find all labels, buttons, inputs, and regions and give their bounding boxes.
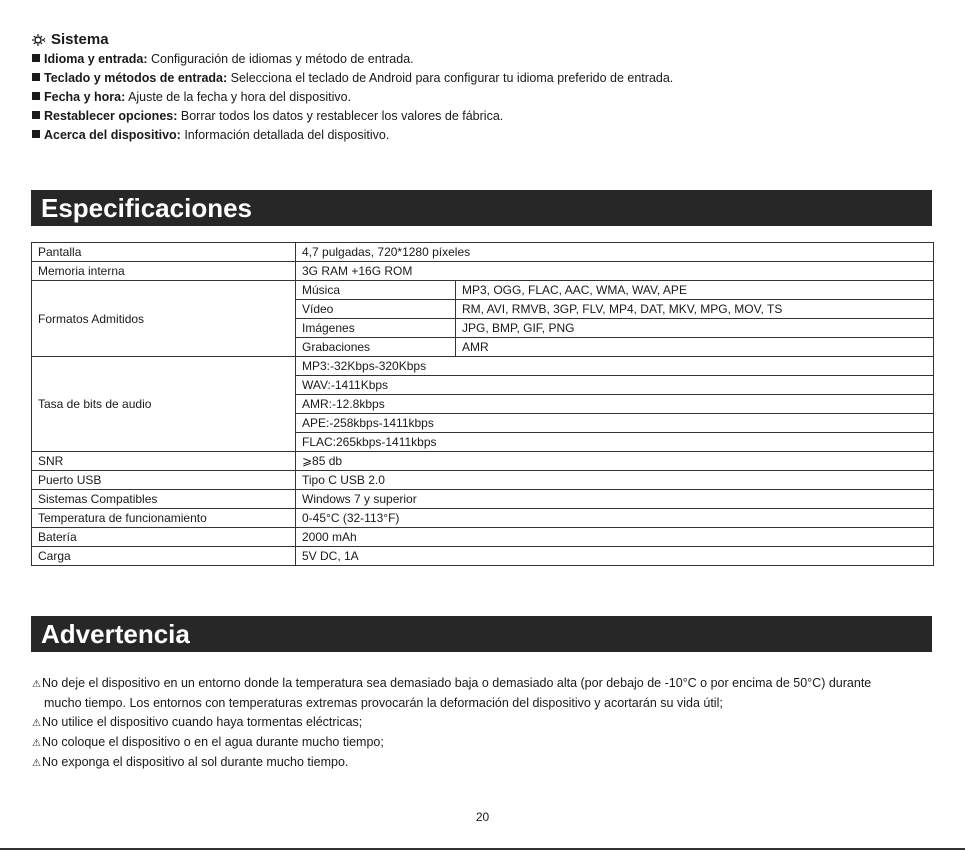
warning-list	[32, 674, 932, 773]
spec-label: Formatos Admitidos	[32, 281, 296, 357]
warning-item-continuation	[32, 694, 932, 713]
item-label: Fecha y hora:	[44, 90, 126, 104]
warning-triangle-icon: ⚠	[32, 718, 41, 729]
table-row	[32, 528, 934, 547]
warning-triangle-icon: ⚠	[32, 758, 41, 769]
warning-item	[32, 713, 932, 733]
bullet-square-icon	[32, 54, 40, 62]
spec-value: 2000 mAh	[296, 528, 934, 547]
spec-value: 0-45°C (32-113°F)	[296, 509, 934, 528]
item-label: Idioma y entrada:	[44, 52, 148, 66]
item-label: Restablecer opciones:	[44, 109, 178, 123]
item-text: Ajuste de la fecha y hora del dispositivo.	[125, 90, 352, 104]
bitrate-value: AMR:-12.8kbps	[296, 395, 934, 414]
table-row	[32, 490, 934, 509]
spec-label: Temperatura de funcionamiento	[32, 509, 296, 528]
warning-item	[32, 733, 932, 753]
page-number: 20	[475, 810, 490, 824]
bitrate-value: APE:-258kbps-1411kbps	[296, 414, 934, 433]
spec-value: Tipo C USB 2.0	[296, 471, 934, 490]
format-type: Imágenes	[296, 319, 456, 338]
bullet-square-icon	[32, 92, 40, 100]
system-item-fecha	[32, 88, 932, 107]
specs-table	[31, 242, 934, 566]
spec-label: Puerto USB	[32, 471, 296, 490]
table-row	[32, 471, 934, 490]
spec-value: ⩾85 db	[296, 452, 934, 471]
item-text: Información detallada del dispositivo.	[180, 128, 390, 142]
system-item-acerca	[32, 126, 932, 145]
bottom-divider	[0, 848, 965, 850]
system-item-restablecer	[32, 107, 932, 126]
system-item-idioma	[32, 50, 932, 69]
warning-text: No coloque el dispositivo o en el agua durante mucho tiempo;	[41, 735, 384, 749]
settings-icon	[32, 33, 48, 47]
system-section	[32, 30, 932, 145]
spec-label: Pantalla	[32, 243, 296, 262]
system-heading	[32, 30, 932, 50]
specs-heading: Especificaciones	[31, 190, 932, 226]
warning-text: No exponga el dispositivo al sol durante mucho tiempo.	[41, 755, 349, 769]
bullet-square-icon	[32, 130, 40, 138]
table-row	[32, 547, 934, 566]
bitrate-value: FLAC:265kbps-1411kbps	[296, 433, 934, 452]
format-type: Vídeo	[296, 300, 456, 319]
format-value: JPG, BMP, GIF, PNG	[456, 319, 934, 338]
format-type: Música	[296, 281, 456, 300]
item-label: Acerca del dispositivo:	[44, 128, 181, 142]
bitrate-value: MP3:-32Kbps-320Kbps	[296, 357, 934, 376]
bitrate-value: WAV:-1411Kbps	[296, 376, 934, 395]
spec-label: Memoria interna	[32, 262, 296, 281]
item-text: Borrar todos los datos y restablecer los valores de fábrica.	[177, 109, 504, 123]
item-label: Teclado y métodos de entrada:	[44, 71, 228, 85]
table-row	[32, 281, 934, 300]
format-value: MP3, OGG, FLAC, AAC, WMA, WAV, APE	[456, 281, 934, 300]
system-title: Sistema	[51, 31, 109, 48]
table-row	[32, 262, 934, 281]
warning-item	[32, 674, 932, 694]
bullet-square-icon	[32, 73, 40, 81]
warning-triangle-icon: ⚠	[32, 738, 41, 749]
warning-text: mucho tiempo. Los entornos con temperaturas extremas provocarán la deformación del dispositivo y acortarán su vida útil;	[44, 696, 723, 710]
spec-label: Carga	[32, 547, 296, 566]
warning-text: No utilice el dispositivo cuando haya tormentas eléctricas;	[41, 715, 363, 729]
spec-label: Batería	[32, 528, 296, 547]
spec-value: 3G RAM +16G ROM	[296, 262, 934, 281]
spec-label: SNR	[32, 452, 296, 471]
format-type: Grabaciones	[296, 338, 456, 357]
format-value: RM, AVI, RMVB, 3GP, FLV, MP4, DAT, MKV, MPG, MOV, TS	[456, 300, 934, 319]
item-text: Selecciona el teclado de Android para configurar tu idioma preferido de entrada.	[227, 71, 674, 85]
spec-value: Windows 7 y superior	[296, 490, 934, 509]
warning-triangle-icon: ⚠	[32, 679, 41, 690]
table-row	[32, 509, 934, 528]
table-row	[32, 357, 934, 376]
table-row	[32, 243, 934, 262]
spec-value: 4,7 pulgadas, 720*1280 píxeles	[296, 243, 934, 262]
spec-value: 5V DC, 1A	[296, 547, 934, 566]
warning-item	[32, 753, 932, 773]
spec-label: Sistemas Compatibles	[32, 490, 296, 509]
bullet-square-icon	[32, 111, 40, 119]
system-item-teclado	[32, 69, 932, 88]
warning-heading: Advertencia	[31, 616, 932, 652]
warning-text: No deje el dispositivo en un entorno donde la temperatura sea demasiado baja o demasiado alta (por debajo de -10°C o por encima de 50°C) durante	[41, 676, 872, 690]
spec-label: Tasa de bits de audio	[32, 357, 296, 452]
table-row	[32, 452, 934, 471]
item-text: Configuración de idiomas y método de entrada.	[147, 52, 414, 66]
format-value: AMR	[456, 338, 934, 357]
